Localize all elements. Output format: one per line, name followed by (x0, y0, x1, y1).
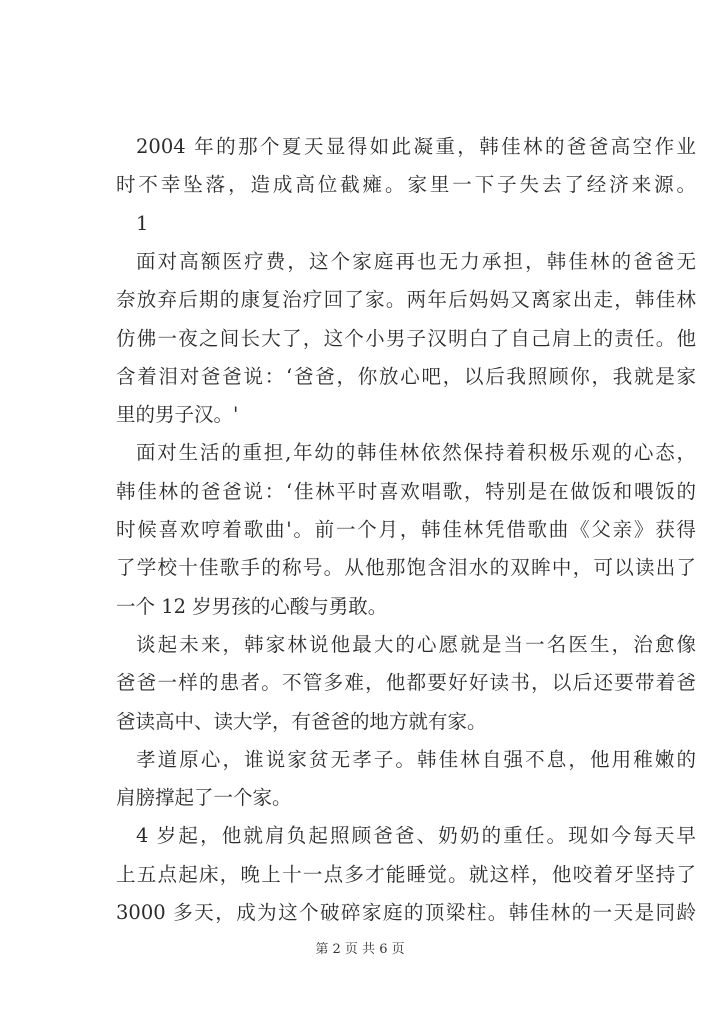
text-line: 上五点起床，晚上十一点多才能睡觉。就这样，他咬着牙坚持了 (116, 862, 696, 886)
text-line: 面对生活的重担,年幼的韩佳林依然保持着积极乐观的心态， (136, 441, 696, 465)
text-line: 韩佳林的爸爸说：‘佳林平时喜欢唱歌，特别是在做饭和喂饭的 (116, 479, 696, 503)
text-line: 含着泪对爸爸说：‘爸爸，你放心吧，以后我照顾你，我就是家 (116, 364, 696, 388)
text-line: 2004 年的那个夏天显得如此凝重，韩佳林的爸爸高空作业 (136, 135, 696, 158)
text-line: 1 (136, 211, 149, 235)
text-line: 时候喜欢哼着歌曲'。前一个月，韩佳林凭借歌曲《父亲》获得 (116, 518, 696, 541)
text-line: 爸读高中、读大学，有爸爸的地方就有家。 (116, 709, 487, 733)
text-line: 面对高额医疗费，这个家庭再也无力承担，韩佳林的爸爸无 (136, 249, 696, 273)
text-line: 一个 12 岁男孩的心酸与勇敢。 (116, 594, 388, 618)
page-footer: 第 2 页 共 6 页 (315, 942, 405, 957)
text-line: 里的男子汉。' (116, 403, 239, 427)
text-line: 孝道原心，谁说家贫无孝子。韩佳林自强不息，他用稚嫩的 (136, 747, 696, 771)
text-line: 谈起未来，韩家林说他最大的心愿就是当一名医生，治愈像 (136, 632, 696, 656)
text-line: 肩膀撑起了一个家。 (116, 786, 292, 810)
text-line: 仿佛一夜之间长大了，这个小男子汉明白了自己肩上的责任。他 (116, 326, 696, 350)
text-line: 时不幸坠落，造成高位截瘫。家里一下子失去了经济来源。 (116, 173, 696, 197)
text-line: 爸爸一样的患者。不管多难，他都要好好读书，以后还要带着爸 (116, 671, 696, 695)
text-line: 了学校十佳歌手的称号。从他那饱含泪水的双眸中，可以读出了 (116, 556, 696, 580)
text-line: 奈放弃后期的康复治疗回了家。两年后妈妈又离家出走，韩佳林 (116, 288, 696, 312)
text-line: 4 岁起，他就肩负起照顾爸爸、奶奶的重任。现如今每天早 (136, 824, 696, 848)
text-line: 3000 多天，成为这个破碎家庭的顶梁柱。韩佳林的一天是同龄 (116, 901, 696, 924)
